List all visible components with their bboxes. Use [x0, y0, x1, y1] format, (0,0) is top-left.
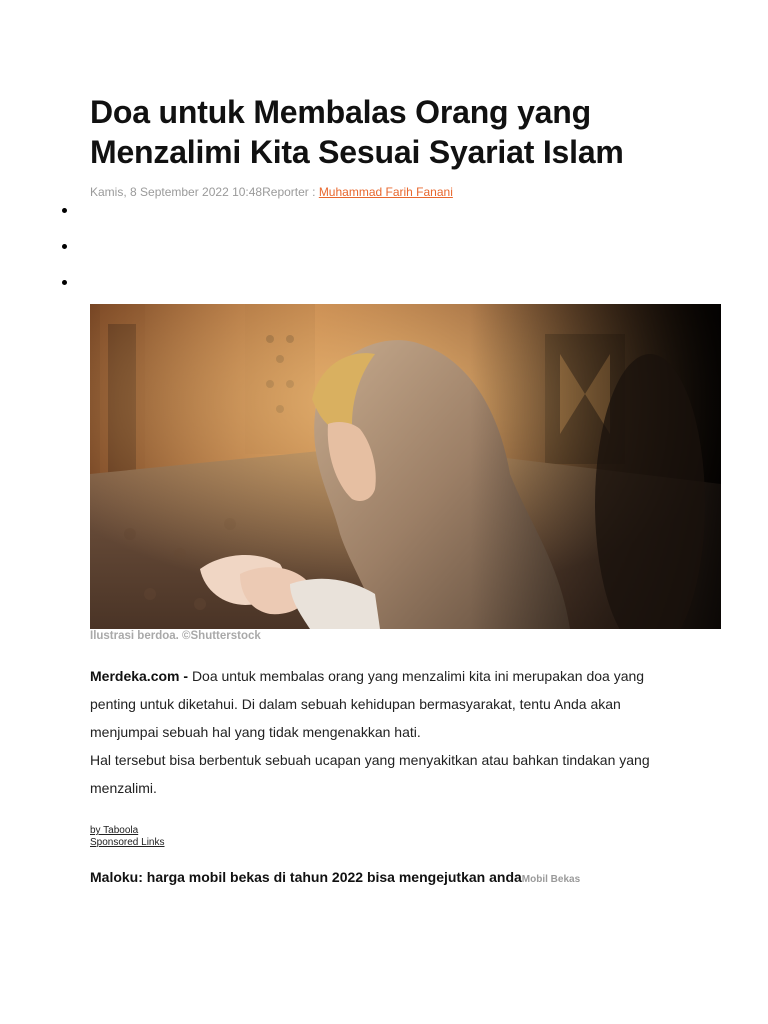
reporter-link[interactable]: Muhammad Farih Fanani: [318, 185, 453, 199]
article-body: [90, 662, 670, 802]
paragraph: [90, 662, 670, 746]
article-header: [90, 92, 730, 200]
source-label: Merdeka.com -: [90, 668, 192, 684]
paragraph-text: Doa untuk membalas orang yang menzalimi kita ini merupakan doa yang penting untuk diketahui. Di dalam sebuah kehidupan bermasyarakat, tentu Anda akan menjumpai sebuah hal yang tidak mengenakkan hati.: [90, 668, 645, 740]
bullet-icon: [62, 280, 67, 285]
reporter-label: Reporter :: [262, 185, 319, 199]
bullet-icon: [62, 244, 67, 249]
taboola-block: [90, 825, 165, 849]
article-meta: [90, 184, 730, 200]
article-image: [90, 304, 721, 629]
publish-date: Kamis, 8 September 2022 10:48: [90, 185, 263, 199]
image-caption: Ilustrasi berdoa. ©Shutterstock: [90, 630, 261, 642]
bullet-icon: [62, 208, 67, 213]
sponsored-item[interactable]: [90, 868, 580, 889]
by-taboola-link[interactable]: by Taboola: [90, 825, 139, 836]
sponsored-links-link[interactable]: Sponsored Links: [90, 837, 165, 848]
page-title: Doa untuk Membalas Orang yang Menzalimi Kita Sesuai Syariat Islam: [90, 94, 624, 170]
praying-woman-illustration: [90, 304, 721, 629]
sponsored-source: Mobil Bekas: [521, 874, 581, 885]
paragraph: Hal tersebut bisa berbentuk sebuah ucapan yang menyakitkan atau bahkan tindakan yang menzalimi.: [90, 752, 650, 796]
sponsored-title[interactable]: Maloku: harga mobil bekas di tahun 2022 bisa mengejutkan anda: [90, 869, 522, 885]
